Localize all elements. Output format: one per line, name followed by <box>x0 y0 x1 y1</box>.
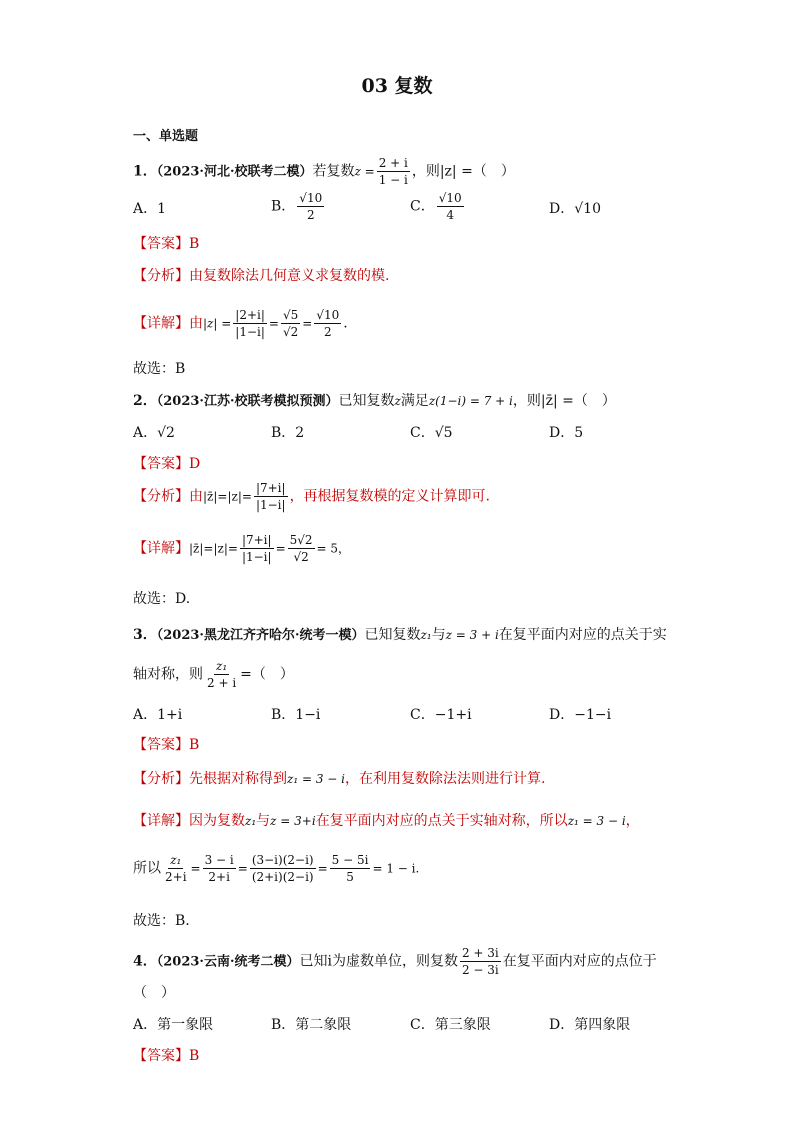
question-3-stem: 3．（2023·黑龙江齐齐哈尔·统考一模）已知复数z₁与z = 3 + i在复平面内对应的点关于实 <box>133 627 667 643</box>
option-b: B．1−i <box>271 707 321 723</box>
option-d: D．−1−i <box>549 707 612 723</box>
option-c: C．−1+i <box>410 707 472 723</box>
question-3-stem-line2: 轴对称，则 $\frac{\text{z₁}}{2 + i}$ =（ ） <box>133 659 294 690</box>
question-source: （2023·河北·校联考二模） <box>156 164 313 180</box>
stem-math: |z| =（ ） <box>439 163 515 180</box>
detail: 【详解】|z̄|=|z|= $\frac{|7+i|}{|1-i|}$ = $\frac{5√2}{√2}$ = 5， <box>133 533 351 564</box>
option-c: C． $\frac{√10}{4}$ <box>410 191 462 222</box>
detail: 【详解】由|z| = $\frac{|2+i|}{|1-i|}$ = $\frac{√5}{√2}$ = $\frac{√10}{2}$ . <box>133 308 348 339</box>
question-number: 1． <box>133 163 157 180</box>
final-answer: 故选：D. <box>133 591 191 607</box>
question-4-stem: 4．（2023·云南·统考二模）已知i为虚数单位，则复数 $\frac{2 + 3i}{2 - 3i}$ 在复平面内对应的点位于 <box>133 946 657 977</box>
answer: 【答案】B <box>133 737 200 753</box>
stem-text: ，则 <box>411 163 440 180</box>
option-c: C．第三象限 <box>410 1017 491 1033</box>
final-answer: 故选：B. <box>133 913 190 929</box>
option-a: A．√2 <box>133 425 175 441</box>
page-title: 03 复数 <box>361 75 433 97</box>
analysis: 【分析】由复数除法几何意义求复数的模. <box>133 268 390 284</box>
section-heading: 一、单选题 <box>133 129 199 144</box>
option-b: B．第二象限 <box>271 1017 352 1033</box>
analysis: 【分析】由|z̄|=|z|= $\frac{|7+i|}{|1-i|}$ ，再根据复数模的定义计算即可. <box>133 481 491 512</box>
answer: 【答案】D <box>133 456 201 472</box>
option-a: A．第一象限 <box>133 1017 214 1033</box>
analysis: 【分析】先根据对称得到z₁ = 3 − i，在利用复数除法法则进行计算. <box>133 771 546 787</box>
final-answer: 故选：B <box>133 361 186 377</box>
stem-text: 若复数 <box>312 163 355 180</box>
question-4-stem-line2: （ ） <box>133 985 175 1001</box>
option-b: B． $\frac{√10}{2}$ <box>271 191 323 222</box>
option-d: D．5 <box>549 425 584 441</box>
option-c: C．√5 <box>410 425 453 441</box>
option-a: A．1+i <box>133 707 183 723</box>
option-b: B．2 <box>271 425 305 441</box>
option-a: A．1 <box>133 201 167 217</box>
detail-line2: 所以 $\frac{\text{z₁}}{2+i}$ = $\frac{3 - i}{2+i}$ = $\frac{(3-i)(2-i)}{(2+i)(2-i)}$ = $\frac{5 - 5i}{5}$ = 1 − i. <box>133 853 420 884</box>
answer: 【答案】B <box>133 236 200 252</box>
detail: 【详解】因为复数z₁与z = 3+i在复平面内对应的点关于实轴对称，所以z₁ = 3 − i， <box>133 813 640 829</box>
question-1-stem <box>133 155 515 188</box>
answer: 【答案】B <box>133 1048 200 1064</box>
stem-math: z = <box>354 164 375 179</box>
stem-fraction: $\frac{2 + i}{1 - i}$ <box>378 156 408 187</box>
option-d: D．√10 <box>549 201 601 217</box>
option-d: D．第四象限 <box>549 1017 631 1033</box>
question-2-stem: 2．（2023·江苏·校联考模拟预测）已知复数z满足z(1−i) = 7 + i，则|z̄| =（ ） <box>133 393 616 409</box>
